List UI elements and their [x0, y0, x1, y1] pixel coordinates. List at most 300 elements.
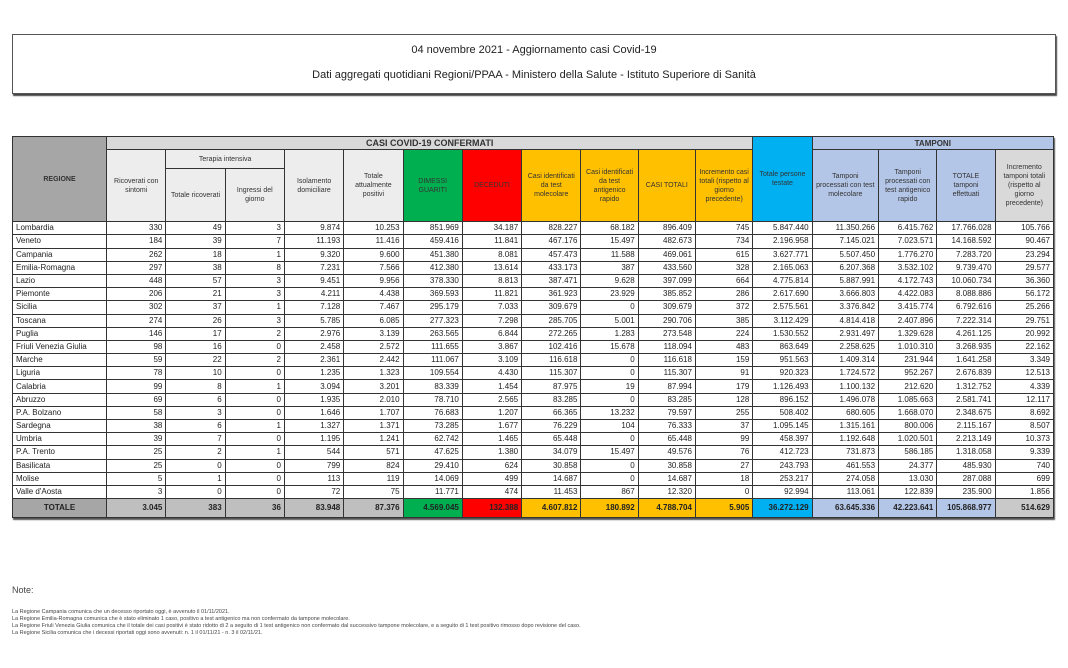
cell-value: 3.094 [284, 380, 343, 393]
total-value: 87.376 [344, 499, 403, 518]
cell-value: 745 [695, 222, 752, 235]
cell-value: 25.266 [995, 301, 1053, 314]
cell-value: 113.061 [812, 485, 878, 498]
cell-value: 14.687 [638, 472, 695, 485]
cell-value: 262 [107, 248, 166, 261]
cell-value: 0 [581, 433, 638, 446]
cell-value: 433.560 [638, 261, 695, 274]
cell-value: 0 [166, 459, 225, 472]
cell-value: 15.497 [581, 235, 638, 248]
cell-value: 385.852 [638, 288, 695, 301]
cell-value: 309.679 [522, 301, 581, 314]
cell-value: 461.553 [812, 459, 878, 472]
cell-value: 3.532.102 [879, 261, 937, 274]
table-row [13, 340, 1054, 353]
cell-value: 1.776.270 [879, 248, 937, 261]
cell-value: 1.126.493 [753, 380, 812, 393]
cell-value: 4.339 [995, 380, 1053, 393]
cell-value: 18 [695, 472, 752, 485]
cell-value: 485.930 [937, 459, 995, 472]
cell-value: 87.994 [638, 380, 695, 393]
cell-value: 2.931.497 [812, 327, 878, 340]
cell-value: 287.088 [937, 472, 995, 485]
table-body [13, 222, 1054, 518]
region-name: Calabria [13, 380, 107, 393]
cell-value: 109.554 [403, 367, 462, 380]
cell-value: 1.241 [344, 433, 403, 446]
table-row [13, 406, 1054, 419]
cell-value: 6 [166, 393, 225, 406]
cell-value: 448 [107, 274, 166, 287]
cell-value: 179 [695, 380, 752, 393]
cell-value: 66.365 [522, 406, 581, 419]
cell-value: 2.575.561 [753, 301, 812, 314]
table-row [13, 261, 1054, 274]
cell-value: 2.407.896 [879, 314, 937, 327]
cell-value: 25 [107, 459, 166, 472]
cell-value: 65.448 [522, 433, 581, 446]
cell-value: 369.593 [403, 288, 462, 301]
cell-value: 7.298 [462, 314, 521, 327]
col-ti-ingressi: Ingressi del giorno [225, 169, 284, 222]
cell-value: 65.448 [638, 433, 695, 446]
cell-value: 799 [284, 459, 343, 472]
cell-value: 1.095.145 [753, 420, 812, 433]
cell-value: 0 [225, 472, 284, 485]
cell-value: 1.312.752 [937, 380, 995, 393]
report-title: 04 novembre 2021 - Aggiornamento casi Covid-19 [411, 44, 657, 56]
cell-value: 105.766 [995, 222, 1053, 235]
cell-value: 17 [166, 327, 225, 340]
total-value: 4.607.812 [522, 499, 581, 518]
cell-value: 111.067 [403, 354, 462, 367]
cell-value: 3.627.771 [753, 248, 812, 261]
group-tamponi: TAMPONI [812, 137, 1053, 150]
cell-value: 3 [166, 406, 225, 419]
cell-value: 34.187 [462, 222, 521, 235]
region-name: Toscana [13, 314, 107, 327]
col-dimessi: DIMESSI GUARITI [403, 150, 462, 222]
cell-value: 482.673 [638, 235, 695, 248]
cell-value: 7 [166, 433, 225, 446]
cell-value: 3 [225, 314, 284, 327]
cell-value: 73.285 [403, 420, 462, 433]
cell-value: 29.751 [995, 314, 1053, 327]
total-label: TOTALE [13, 499, 107, 518]
cell-value: 29.410 [403, 459, 462, 472]
cell-value: 1.465 [462, 433, 521, 446]
cell-value: 1.641.258 [937, 354, 995, 367]
group-terapia-intensiva: Terapia intensiva [166, 150, 285, 169]
cell-value: 867 [581, 485, 638, 498]
cell-value: 277.323 [403, 314, 462, 327]
cell-value: 680.605 [812, 406, 878, 419]
cell-value: 1.329.628 [879, 327, 937, 340]
cell-value: 1.195 [284, 433, 343, 446]
cell-value: 5.887.991 [812, 274, 878, 287]
cell-value: 102.416 [522, 340, 581, 353]
cell-value: 451.380 [403, 248, 462, 261]
cell-value: 896.152 [753, 393, 812, 406]
col-tamponi-molecolare: Tamponi processati con test molecolare [812, 150, 878, 222]
cell-value: 0 [695, 485, 752, 498]
cell-value: 3.415.774 [879, 301, 937, 314]
total-value: 4.788.704 [638, 499, 695, 518]
cell-value: 459.416 [403, 235, 462, 248]
cell-value: 26 [166, 314, 225, 327]
cell-value: 4.261.125 [937, 327, 995, 340]
cell-value: 624 [462, 459, 521, 472]
cell-value: 57 [166, 274, 225, 287]
cell-value: 1.020.501 [879, 433, 937, 446]
cell-value: 206 [107, 288, 166, 301]
cell-value: 851.969 [403, 222, 462, 235]
cell-value: 0 [225, 433, 284, 446]
cell-value: 58 [107, 406, 166, 419]
covid-data-table [12, 136, 1054, 518]
cell-value: 11.588 [581, 248, 638, 261]
cell-value: 68.182 [581, 222, 638, 235]
cell-value: 10 [166, 367, 225, 380]
cell-value: 4.422.083 [879, 288, 937, 301]
cell-value: 78.710 [403, 393, 462, 406]
cell-value: 302 [107, 301, 166, 314]
cell-value: 34.079 [522, 446, 581, 459]
cell-value: 11.821 [462, 288, 521, 301]
region-name: Veneto [13, 235, 107, 248]
cell-value: 2.976 [284, 327, 343, 340]
cell-value: 1 [225, 380, 284, 393]
cell-value: 22.162 [995, 340, 1053, 353]
cell-value: 9.874 [284, 222, 343, 235]
table-row [13, 485, 1054, 498]
cell-value: 7.023.571 [879, 235, 937, 248]
cell-value: 113 [284, 472, 343, 485]
cell-value: 1.100.132 [812, 380, 878, 393]
cell-value: 571 [344, 446, 403, 459]
cell-value: 1 [225, 446, 284, 459]
cell-value: 699 [995, 472, 1053, 485]
cell-value: 285.705 [522, 314, 581, 327]
cell-value: 483 [695, 340, 752, 353]
cell-value: 467.176 [522, 235, 581, 248]
cell-value: 5.001 [581, 314, 638, 327]
cell-value: 1.235 [284, 367, 343, 380]
cell-value: 92.994 [753, 485, 812, 498]
cell-value: 295.179 [403, 301, 462, 314]
cell-value: 4.211 [284, 288, 343, 301]
total-value: 132.388 [462, 499, 521, 518]
cell-value: 2.572 [344, 340, 403, 353]
table-row [13, 459, 1054, 472]
cell-value: 9.320 [284, 248, 343, 261]
cell-value: 2.165.063 [753, 261, 812, 274]
cell-value: 59 [107, 354, 166, 367]
cell-value: 9.739.470 [937, 261, 995, 274]
cell-value: 9.339 [995, 446, 1053, 459]
cell-value: 920.323 [753, 367, 812, 380]
cell-value: 1.085.663 [879, 393, 937, 406]
cell-value: 118.094 [638, 340, 695, 353]
cell-value: 2.348.675 [937, 406, 995, 419]
total-value: 180.892 [581, 499, 638, 518]
cell-value: 469.061 [638, 248, 695, 261]
cell-value: 499 [462, 472, 521, 485]
cell-value: 4.814.418 [812, 314, 878, 327]
cell-value: 1.315.161 [812, 420, 878, 433]
cell-value: 3.109 [462, 354, 521, 367]
cell-value: 12.117 [995, 393, 1053, 406]
cell-value: 83.339 [403, 380, 462, 393]
cell-value: 27 [695, 459, 752, 472]
cell-value: 1.192.648 [812, 433, 878, 446]
cell-value: 3.349 [995, 354, 1053, 367]
cell-value: 14.687 [522, 472, 581, 485]
cell-value: 29.577 [995, 261, 1053, 274]
cell-value: 3.112.429 [753, 314, 812, 327]
cell-value: 10.373 [995, 433, 1053, 446]
region-name: Umbria [13, 433, 107, 446]
cell-value: 5 [107, 472, 166, 485]
cell-value: 3 [225, 274, 284, 287]
cell-value: 62.742 [403, 433, 462, 446]
total-value: 5.905 [695, 499, 752, 518]
cell-value: 76.229 [522, 420, 581, 433]
cell-value: 2.458 [284, 340, 343, 353]
cell-value: 49 [166, 222, 225, 235]
region-name: Sardegna [13, 420, 107, 433]
cell-value: 544 [284, 446, 343, 459]
cell-value: 7.145.021 [812, 235, 878, 248]
cell-value: 664 [695, 274, 752, 287]
cell-value: 433.173 [522, 261, 581, 274]
cell-value: 412.723 [753, 446, 812, 459]
cell-value: 14.168.592 [937, 235, 995, 248]
cell-value: 3.139 [344, 327, 403, 340]
cell-value: 3 [225, 222, 284, 235]
cell-value: 1 [225, 420, 284, 433]
table-row [13, 393, 1054, 406]
cell-value: 1.646 [284, 406, 343, 419]
total-value: 36.272.129 [753, 499, 812, 518]
cell-value: 0 [166, 485, 225, 498]
cell-value: 9.600 [344, 248, 403, 261]
cell-value: 1.454 [462, 380, 521, 393]
cell-value: 111.655 [403, 340, 462, 353]
table-row [13, 248, 1054, 261]
cell-value: 116.618 [638, 354, 695, 367]
col-isolamento: Isolamento domiciliare [284, 150, 343, 222]
cell-value: 159 [695, 354, 752, 367]
total-value: 42.223.641 [879, 499, 937, 518]
cell-value: 99 [695, 433, 752, 446]
cell-value: 7.033 [462, 301, 521, 314]
cell-value: 1.327 [284, 420, 343, 433]
cell-value: 0 [225, 406, 284, 419]
region-name: Abruzzo [13, 393, 107, 406]
cell-value: 4.172.743 [879, 274, 937, 287]
table-row [13, 420, 1054, 433]
cell-value: 7.467 [344, 301, 403, 314]
cell-value: 2 [225, 327, 284, 340]
cell-value: 4.430 [462, 367, 521, 380]
cell-value: 116.618 [522, 354, 581, 367]
total-value: 514.629 [995, 499, 1053, 518]
cell-value: 1.283 [581, 327, 638, 340]
cell-value: 235.900 [937, 485, 995, 498]
cell-value: 1 [225, 248, 284, 261]
cell-value: 3 [107, 485, 166, 498]
cell-value: 18 [166, 248, 225, 261]
cell-value: 7.566 [344, 261, 403, 274]
cell-value: 184 [107, 235, 166, 248]
cell-value: 23.929 [581, 288, 638, 301]
cell-value: 2.581.741 [937, 393, 995, 406]
cell-value: 3 [225, 288, 284, 301]
cell-value: 47.625 [403, 446, 462, 459]
cell-value: 1.530.552 [753, 327, 812, 340]
cell-value: 3.268.935 [937, 340, 995, 353]
cell-value: 12.513 [995, 367, 1053, 380]
cell-value: 49.576 [638, 446, 695, 459]
cell-value: 76.683 [403, 406, 462, 419]
cell-value: 3.666.803 [812, 288, 878, 301]
region-name: P.A. Bolzano [13, 406, 107, 419]
cell-value: 457.473 [522, 248, 581, 261]
col-ti-totale: Totale ricoverati [166, 169, 225, 222]
cell-value: 2.565 [462, 393, 521, 406]
cell-value: 9.628 [581, 274, 638, 287]
cell-value: 372 [695, 301, 752, 314]
cell-value: 20.992 [995, 327, 1053, 340]
region-name: Marche [13, 354, 107, 367]
region-name: Puglia [13, 327, 107, 340]
cell-value: 952.267 [879, 367, 937, 380]
cell-value: 2.196.958 [753, 235, 812, 248]
region-name: Friuli Venezia Giulia [13, 340, 107, 353]
cell-value: 39 [166, 235, 225, 248]
cell-value: 8.088.886 [937, 288, 995, 301]
note-line: La Regione Friuli Venezia Giulia comunica che il totale dei casi positivi è stato ridotto di 2 a seguito di 1 test antigenico non confermato dal successivo tampone molecolare, e a seguito di 1 test positivo rimosso dopo revisione del caso. [12, 623, 581, 629]
cell-value: 0 [581, 393, 638, 406]
cell-value: 19 [581, 380, 638, 393]
cell-value: 387 [581, 261, 638, 274]
cell-value: 290.706 [638, 314, 695, 327]
cell-value: 11.453 [522, 485, 581, 498]
region-name: Piemonte [13, 288, 107, 301]
cell-value: 3.376.842 [812, 301, 878, 314]
region-name: Valle d'Aosta [13, 485, 107, 498]
cell-value: 3.201 [344, 380, 403, 393]
cell-value: 91 [695, 367, 752, 380]
cell-value: 115.307 [522, 367, 581, 380]
cell-value: 5.785 [284, 314, 343, 327]
cell-value: 16 [166, 340, 225, 353]
cell-value: 8.507 [995, 420, 1053, 433]
cell-value: 99 [107, 380, 166, 393]
total-value: 383 [166, 499, 225, 518]
cell-value: 0 [581, 367, 638, 380]
cell-value: 1.409.314 [812, 354, 878, 367]
cell-value: 4.438 [344, 288, 403, 301]
cell-value: 274 [107, 314, 166, 327]
region-name: P.A. Trento [13, 446, 107, 459]
cell-value: 253.217 [753, 472, 812, 485]
total-value: 36 [225, 499, 284, 518]
cell-value: 9.956 [344, 274, 403, 287]
table-row [13, 367, 1054, 380]
cell-value: 11.771 [403, 485, 462, 498]
cell-value: 13.030 [879, 472, 937, 485]
region-name: Sicilia [13, 301, 107, 314]
table-row [13, 235, 1054, 248]
col-molecolare: Casi identificati da test molecolare [522, 150, 581, 222]
cell-value: 0 [581, 472, 638, 485]
cell-value: 1.323 [344, 367, 403, 380]
cell-value: 24.377 [879, 459, 937, 472]
cell-value: 83.285 [638, 393, 695, 406]
cell-value: 1.677 [462, 420, 521, 433]
cell-value: 8.081 [462, 248, 521, 261]
cell-value: 1.207 [462, 406, 521, 419]
cell-value: 2.442 [344, 354, 403, 367]
cell-value: 10.060.734 [937, 274, 995, 287]
cell-value: 4.775.814 [753, 274, 812, 287]
cell-value: 274.058 [812, 472, 878, 485]
cell-value: 8.692 [995, 406, 1053, 419]
cell-value: 800.006 [879, 420, 937, 433]
cell-value: 122.839 [879, 485, 937, 498]
cell-value: 951.563 [753, 354, 812, 367]
cell-value: 6 [166, 420, 225, 433]
cell-value: 361.923 [522, 288, 581, 301]
cell-value: 828.227 [522, 222, 581, 235]
cell-value: 38 [107, 420, 166, 433]
col-positivi: Totale attualmente positivi [344, 150, 403, 222]
table-row [13, 314, 1054, 327]
cell-value: 474 [462, 485, 521, 498]
cell-value: 2 [225, 354, 284, 367]
cell-value: 3.867 [462, 340, 521, 353]
cell-value: 0 [581, 301, 638, 314]
table-row [13, 446, 1054, 459]
region-name: Emilia-Romagna [13, 261, 107, 274]
cell-value: 23.294 [995, 248, 1053, 261]
cell-value: 56.172 [995, 288, 1053, 301]
cell-value: 0 [581, 354, 638, 367]
cell-value: 6.085 [344, 314, 403, 327]
table-row [13, 472, 1054, 485]
cell-value: 508.402 [753, 406, 812, 419]
cell-value: 0 [225, 367, 284, 380]
col-tamponi-antigenico: Tamponi processati con test antigenico rapido [879, 150, 937, 222]
table-row [13, 380, 1054, 393]
table-row [13, 301, 1054, 314]
cell-value: 2.010 [344, 393, 403, 406]
region-name: Basilicata [13, 459, 107, 472]
cell-value: 7.283.720 [937, 248, 995, 261]
cell-value: 10.253 [344, 222, 403, 235]
notes-section [12, 585, 581, 637]
cell-value: 1.318.058 [937, 446, 995, 459]
cell-value: 378.330 [403, 274, 462, 287]
col-incremento: Incremento casi totali (rispetto al giorno precedente) [695, 150, 752, 222]
cell-value: 586.185 [879, 446, 937, 459]
cell-value: 22 [166, 354, 225, 367]
cell-value: 1 [166, 472, 225, 485]
cell-value: 75 [344, 485, 403, 498]
cell-value: 11.193 [284, 235, 343, 248]
